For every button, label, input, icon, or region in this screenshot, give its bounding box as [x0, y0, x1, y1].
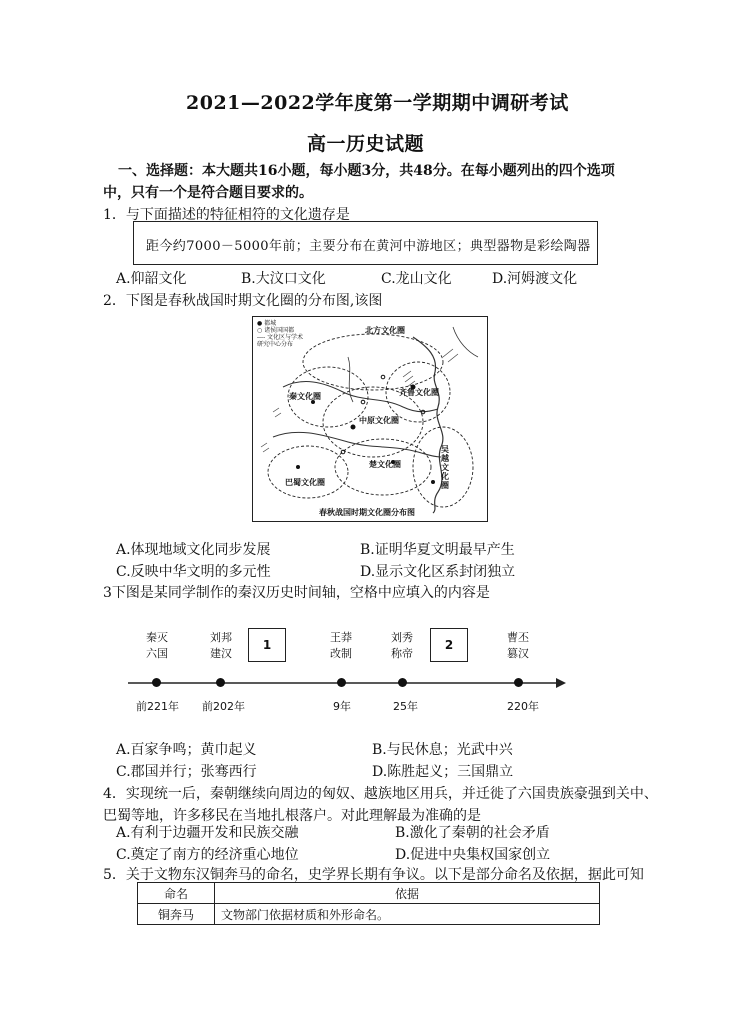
timeline-event-label	[137, 630, 177, 662]
map-legend	[257, 320, 303, 348]
event-line: 刘邦	[210, 631, 232, 644]
timeline-year: 9年	[333, 700, 351, 713]
timeline-dot	[337, 678, 346, 687]
table-cell: 文物部门依据材质和外形命名。	[215, 904, 600, 925]
exam-subtitle: 高一历史试题	[307, 133, 425, 155]
timeline-event-label	[498, 630, 538, 662]
table-header-cell: 依据	[215, 883, 600, 904]
culture-map	[252, 316, 488, 522]
event-line: 篡汉	[507, 647, 529, 660]
table-cell: 铜奔马	[138, 904, 215, 925]
q5-stem: 5．关于文物东汉铜奔马的命名，史学界长期有争议。以下是部分命名及依据，据此可知	[103, 867, 644, 883]
q4-option-d[interactable]: D.促进中央集权国家创立	[395, 847, 551, 863]
q1-option-a[interactable]: A.仰韶文化	[116, 271, 187, 287]
map-label-bashu: 巴蜀文化圈	[285, 477, 325, 487]
q2-option-b[interactable]: B.证明华夏文明最早产生	[360, 542, 515, 558]
q4-stem-line2: 巴蜀等地，许多移民在当地扎根落户。对此理解最为准确的是	[103, 808, 481, 824]
timeline-year: 25年	[393, 700, 418, 713]
map-label-chu: 楚文化圈	[369, 459, 401, 469]
timeline-axis	[128, 676, 568, 690]
q4-stem-line1: 4．实现统一后，秦朝继续向周边的匈奴、越族地区用兵，并迁徙了六国贵族豪强到关中、	[103, 786, 658, 802]
q3-option-b[interactable]: B.与民休息；光武中兴	[372, 742, 513, 758]
q3-option-a[interactable]: A.百家争鸣；黄巾起义	[116, 742, 257, 758]
event-line: 刘秀	[391, 631, 413, 644]
timeline-dot	[398, 678, 407, 687]
event-line: 改制	[330, 647, 352, 660]
legend-line: ● 都城	[257, 320, 277, 327]
table-row	[138, 904, 600, 925]
q4-option-c[interactable]: C.奠定了南方的经济重心地位	[116, 847, 299, 863]
event-line: 秦灭	[146, 631, 168, 644]
timeline-blank-2: 2	[430, 628, 468, 662]
timeline-year: 220年	[507, 700, 539, 713]
q1-option-b[interactable]: B.大汶口文化	[241, 271, 326, 287]
q1-stem: 1．与下面描述的特征相符的文化遗存是	[103, 207, 350, 223]
q3-option-c[interactable]: C.郡国并行；张骞西行	[116, 764, 257, 780]
event-line: 王莽	[330, 631, 352, 644]
legend-line: ---- 文化区与学术	[257, 334, 304, 341]
table-header-cell: 命名	[138, 883, 215, 904]
q2-option-d[interactable]: D.显示文化区系封闭独立	[360, 564, 516, 580]
timeline-dot	[514, 678, 523, 687]
q2-option-c[interactable]: C.反映中华文明的多元性	[116, 564, 271, 580]
timeline-blank-1: 1	[248, 628, 286, 662]
map-label-wuyue: 吴越文化圈	[441, 444, 449, 490]
timeline-event-label	[321, 630, 361, 662]
section-instructions-line2: 中，只有一个是符合题目要求的。	[103, 185, 313, 201]
timeline-dot	[152, 678, 161, 687]
q2-option-a[interactable]: A.体现地域文化同步发展	[116, 542, 271, 558]
q2-stem: 2．下图是春秋战国时期文化圈的分布图,该图	[103, 293, 383, 309]
timeline-year: 前202年	[202, 700, 245, 713]
section-instructions-line1: 一、选择题：本大题共16小题，每小题3分，共48分。在每小题列出的四个选项	[118, 163, 615, 179]
legend-line: ○ 诸侯国国都	[257, 327, 295, 334]
q1-option-d[interactable]: D.河姆渡文化	[492, 271, 578, 287]
q3-option-d[interactable]: D.陈胜起义；三国鼎立	[372, 764, 514, 780]
q1-description-box	[133, 221, 598, 265]
q1-option-c[interactable]: C.龙山文化	[381, 271, 452, 287]
table-header-row	[138, 883, 600, 904]
event-line: 曹丕	[507, 631, 529, 644]
exam-title: 2021—2022学年度第一学期期中调研考试	[186, 92, 569, 114]
event-line: 六国	[146, 647, 168, 660]
q1-description-text: 距今约7000－5000年前；主要分布在黄河中游地区；典型器物是彩绘陶器	[146, 239, 591, 254]
timeline-event-label	[201, 630, 241, 662]
legend-line: 研究中心分布	[257, 341, 294, 348]
q3-stem: 3下图是某同学制作的秦汉历史时间轴，空格中应填入的内容是	[103, 585, 490, 601]
event-line: 称帝	[391, 647, 413, 660]
timeline-event-label	[382, 630, 422, 662]
q4-option-a[interactable]: A.有利于边疆开发和民族交融	[116, 825, 299, 841]
map-label-qin: 秦文化圈	[289, 391, 321, 401]
map-label-north: 北方文化圈	[365, 325, 405, 335]
map-label-qilu: 齐鲁文化圈	[399, 387, 439, 397]
q4-option-b[interactable]: B.激化了秦朝的社会矛盾	[395, 825, 550, 841]
map-label-central: 中原文化圈	[359, 415, 399, 425]
map-caption: 春秋战国时期文化圈分布图	[319, 507, 415, 517]
q5-table	[137, 882, 600, 925]
timeline-year: 前221年	[136, 700, 179, 713]
timeline-dot	[216, 678, 225, 687]
event-line: 建汉	[210, 647, 232, 660]
